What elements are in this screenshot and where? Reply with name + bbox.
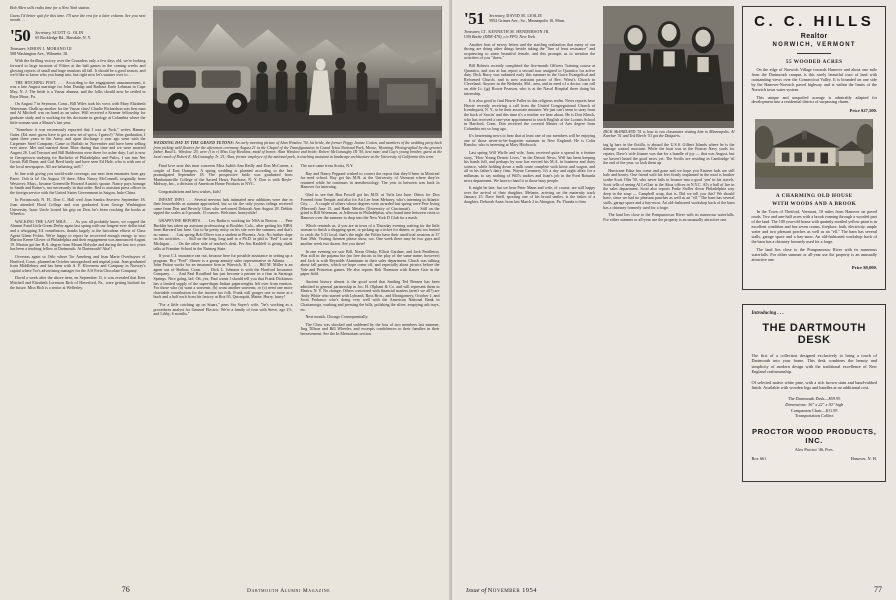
treasurer-name: LT. KENNETH M. HENDERSON JR. [481, 29, 550, 34]
secretary-name: DAVID M. LESLIE [506, 13, 543, 18]
photo-caption-mcfarland: DICK McFARLAND '51 is host to two classmates visiting him in Minneapolis. Al Karcher '51 and Ted Eberle '51 got the Daiquiris. [603, 130, 735, 139]
treasurer-label: Treasurer, [464, 29, 481, 34]
ad-house-body [751, 210, 877, 262]
ad-desk-intro: Introducing . . . [751, 311, 784, 316]
paragraph: Final love note this time concerns Miss Judith Ann Reilly and Don McCarren, a couple of East Orangers. A spring wedding is planned according to the late promulgated September 18. The prospective bride was graduated from Manhattanville College of the Sacred Heart, Purchase, N. Y. Don is with Boyle-Midway, Inc., a division of American Home Products in NYC. [153, 163, 293, 187]
paragraph: WALKING THE LAST MILE. . . . As you all probably know, we copped the Alumni Fund Little Green Derby again last spring with our longest-ever dollar total and a whopping 3/4 contributors, thanks largely to the herculean efforts of Class Agent Glenn Fickin. We're happy to report he recovered enough energy to woo Marion Keene Glover of Philadelphia and their engagement was announced August 19. Marion got her B.A. degree from Mount Holyoke and during the last two years has been a teaching fellow at Dartmouth. At Dartmouth? Aha!! [10, 218, 146, 252]
paragraph: It is also good to find Howie Fuller in this religious realm. News reports have Howie recently receiving a call from the United Congregational Church of Irondequoit, N. Y., to be their associate minister. We just can't seem to stray from the back of Sarcin' and this time it's a teacher we hear about. He is Don Klinck, who has received a one-year appointment to teach English at the Loomis School in Hartford, Conn. Don received the coveted Master of Arts degree from Columbia not so long ago. [464, 98, 596, 131]
paragraph: In one evening we saw Bill, Norm Olinky, Elliott Gardner, and Jack Pendleton. Was still in the pajama biz (no free ducats to the play of the same name, however) and Jack is with Reynolds Aluminum in their sales department. Chuck was talking about fall parties, which we hope come off, and especially about picnics before the Yale and Princeton games. He also reports Bob Thomson with Kaiser Gair in the paper field. [300, 248, 440, 277]
price-value: $27,500. [860, 108, 877, 114]
left-column-right-stack [153, 6, 442, 340]
class-1950-body [10, 59, 145, 290]
paragraph: The first of a collection designed exclusively to bring a touch of Dartmouth into your home. This desk combines the beauty and simplicity of modern design with the traditional excellence of New England craftsmanship. [751, 353, 877, 375]
secretary-label: Secretary, [35, 29, 52, 35]
paragraph: Hurricane Edna has come and gone and we hope you Eastern lads are still hale and hearty. One friend with his feet firmly implanted in the mud is brother scribe Scott Olin '50, who never fails to bounce into a good 'yen' in his travels. Scott tells of seeing Al LeClair at the Akoa offices in N.Y.C. Al's a ball of fire in the sales department, Scott also reports Parke Stoller down Philadelphia way deep in the soup — Campbell soup, that is. Did we tell you this? We should have, since we had no pleasant punches as well as an "ell." The barn has several stalls, garage space and a hay-mow. An old-fashioned workshop back of the barn has a chimney formerly used for a forge. [603, 167, 735, 210]
paragraph: On August 7 in Seymour, Conn., Bill Wiles took his vows with Mary Elizabeth Waterman. Chalk up another for the Vassar class! Charlie Richardson was best man and Al Mitchell was on hand as an usher. Will received a Kramer fellowship for graduate study and is working for his doctorate in geology at Columbia where the little woman won a Master's last year. [10, 101, 146, 125]
paragraph: Which reminds us, if you are in town of a Thursday evening waiting for the little woman to finish a shopping spree, or picking up a ticket for dinner, or just too busted to catch the 5:31 local, that's the night the Fifties have their unofficial sessions at 37 East 39th. Visiting firemen please show, too. One week there may be two guys and another week two dozen. See you there! [300, 222, 440, 246]
class-1951-officers [489, 11, 565, 24]
right-column-ads [742, 6, 886, 482]
treasurer-address: USS Bache (DDE-470), c/o FPO, New York [464, 33, 535, 39]
paragraph: ing lg bars in the flotilla, is aboard the U.S.S. Gilbert Islands where he is the damage control assistant. While the boat was in the Boston Navy yards for repairs, Dave's wife Joanne was due for a bundle of joy — that was August, but we haven't heard the good news yet. The Swifts are residing in Cambridge 'til the end of the year, so look them up. [603, 141, 735, 166]
paragraph: On the edge of Norwich Village towards Hanover and about one mile from the Dartmouth campus is this rarely beautiful tract of land with outstanding views over the Connecticut Valley. It is bounded on one side by the Hanover-Norwich paved highway and is within the limits of the Norwich town water system. [751, 67, 877, 92]
right-column-2-body [603, 143, 734, 223]
ad-dartmouth-desk[interactable] [742, 304, 886, 482]
ad-cc-hills[interactable] [742, 6, 886, 290]
paragraph: Of selected native white pine, with a rich brown stain and hand-rubbed finish. Available with wooden legs and handles at no additional cost. [751, 379, 877, 391]
three-men-portrait-photograph [603, 6, 734, 121]
price-label: Price [849, 108, 860, 114]
right-page-folio [874, 585, 882, 594]
right-page-columns [464, 6, 886, 482]
ad-desk-box: Box 661 [751, 455, 767, 461]
paragraph: GRAPEVINE REPORTS. . . . Lex Radin is working for NSA in Boston. . . . Pete Bucklin has taken up assistant professoring at Boulder, Colo., after getting his MBA from Harvard last June. Got to be pretty noisy on his site over the summer, and that's no rumor. . . . Last spring Bob Oliver was a student in Phoenix, Ariz. No further dope on his activities. . . . Still on the long, long trail to a Ph.D. in phil is "Eed" Luce at Michigan. . . . On the other side of teacher's desk, Per Jim Rashleff is giving chalk talks at Framber School in the Nutmeg State. [153, 217, 293, 251]
paragraph: Congratulations and best wishes, kids! [158, 188, 221, 194]
issue-prefix: Issue of [466, 587, 487, 594]
ad-hills-name: C. C. HILLS [754, 13, 875, 30]
right-column-1 [464, 6, 595, 482]
paragraph: "For a little catching up on Stuart," pens Stu Sayer's wife, "he's working as a procedures analyst for General Electric. We're a family of four with Steve, age 2½, and Libby, 6 months." [153, 302, 293, 317]
paragraph: If your C.I. insurance ran out, because here for possible assistance in setting up a program. Bro "Fred" Shaver is a group annuity sales representative in Atlanta. . . . John Patton works for an insurance firm in Warwick, R. I. . . . Bill M. Miller is an agent out of Shelton, Conn. . . . Dick L. Johnson is with the Hartford Insurance Company. . . . And Paul Rouillard has just become a partner in a firm in Saratoga Springs. Nice going, lad. Oh, yes, Paul wants I should tell you that Frank Dickinson has a limited supply of the super-duper Indian paperweights left over from reunion. For those who (a) want a souvenir, (b) wont another souvenir, or (c) need one more charitable contribution for the income tax folk, Frank will gouger one or more at a buck and a half each from his factory at Box 65, Quonquitt, Maine. Hurry, hurry! [153, 253, 293, 300]
left-column-2 [153, 164, 292, 340]
paragraph: David a week after the above item, on September 11, it was revealed that Kent Mitchell and Elizabeth Lorenson Rich of Haverford, Pa., were getting hitched for the future. Miss Rich is a senior at Wellesley. [10, 275, 146, 290]
ad-hills-location: NORWICH, VERMONT [772, 42, 856, 48]
paragraph: In the Town of Thetford, Vermont, 10 miles from Hanover on paved roads. Two and one-half acres with a brook running through a wooded part of the land. The 100 year-old house with quaintly mottled yellow paint is in excellent condition and has seven rooms, fireplace, bath, electricity, ample water and two pleasant porches as well as an "ell." The barn has several stalls, garage space and a hay-mow. An old-fashioned workshop back of the barn has a chimney formerly used for a forge. [751, 209, 877, 244]
paragraph: The Class was shocked and saddened by the loss of two members last summer, Jing Tillson and Bill Wheeler, and excerpts condolences to their families in their bereavement. See the In Memoriam section. [300, 321, 440, 336]
price-label: Price [851, 265, 863, 271]
photo-wedding-party [153, 6, 442, 138]
para-opening-1: Bob Allen sells radio time for a New York station. [10, 5, 91, 10]
class-heading-1951 [464, 11, 595, 27]
class-1950-treasurer [10, 47, 145, 57]
paragraph: Ancient history almost is the good word that Smiling Ted Bensen has been admitted to general partnership in Jos. H. Olphant & Co. and will represent them in Elmira, N. Y. No change, Others concerned with financial matters (aren't we all?) are Andy White who started with Lybrand, Ross Bros., and Montgomery, October 1, and Scott Probasco who's doing very well with the American National Bank in Chattanooga, washing and pressing the bills, polishing the silver, emptying ash trays, etc. [300, 279, 440, 312]
ad-desk-city: Hanover, N. H. [850, 455, 877, 461]
magazine-name: Dartmouth Alumni Magazine [247, 588, 331, 594]
paragraph: The land lies close to the Pompanoosuc River with its numerous waterfalls. For either summer or all-year use the property is an unusually attractive one. [603, 212, 735, 222]
folio-number: 77 [874, 585, 882, 594]
paragraph: The land lies close to the Pompanoosuc River with its numerous waterfalls. For either summer or all-year use the property is an unusually attractive one. [751, 246, 877, 262]
paragraph: Last spring Will Wirfle and wife, Joan, received quite a spread in a feature story, "How Young Detroit Lives," in the Detroit News. Will has been keeping his hands full, and perhaps by now has erected his M.A. in business and dairy science, while holding down a milk route complete with horse and wagon, and all in his father's dairy firm, Wayne Creamery. It's a day and night affair for a milkman, to say nothing of Will's studies and Joan's job in the Ford Rotunda news department. We have to hand it to those busy people. [464, 150, 596, 183]
para-opening-2: Guess I'd better quit for this time. I'll save the rest for a later column. See you next month. . . . [10, 12, 146, 23]
ad-desk-headline: THE DARTMOUTH DESK [762, 322, 867, 346]
paragraph: It's heartening news to hear that at least one of our members will be enjoying one of those never-to-be-forgotten autumns in New England. He is Colin Rancho, who is interning at Mary Hitchcock. [464, 133, 596, 148]
left-column-1 [10, 6, 145, 340]
photo-old-house [755, 119, 873, 189]
spec-dimensions: Dimensions: 36" x 22" x 30" high [785, 402, 844, 408]
secretary-label: Secretary, [489, 13, 506, 18]
class-heading-1950 [10, 25, 145, 45]
paragraph: In line with giving you world-wide coverage, our next item emanates from gay Paree. Ooh la la! On August 19 there, Miss Nancy McConnell, originally from Westover, Mass., became Greenville Howard Austin's spouse. Nancy pays homage to Smith and Raiser's, not necessarily in that order. Red is assistant press officer in the foreign service with the United States Government in Saigon, Indo-China. [10, 171, 146, 195]
paragraph: Glad to see that Ben Powell got his M.D. at Tufts last June. Dittos for Don Forrend from Temple, and also for Art Lee from Meharry, who's interning in Atlantic City. . . . A couple of others whose degrees were awarded last spring were Pete Irving (Harvard) June 15, and Hank Metzler (University of Cincinnati). . . . Still on the grind is Bill Wriesman, at Jefferson in Philadelphia, who found time between visits to Hanover over the summer to drop into the New York D Club for a mash. [300, 191, 440, 220]
ad-desk-company: PROCTOR WOOD PRODUCTS, INC. [752, 426, 877, 445]
left-page-columns [10, 6, 442, 340]
left-column-3 [300, 164, 439, 340]
old-house-photograph [755, 119, 873, 178]
treasurer-name: SIMON J. MORANO III [27, 45, 72, 51]
ad-hills-headline: 55 WOODED ACRES [785, 59, 843, 65]
paragraph: Ray and Nancy Peppard wished to correct the report that they'd been in Mon'real for med school. Ray got his M.B. at the University of Vermont where they've returned while he continues in anesthesiology. The year in between was back in Hanover for interning. [300, 170, 440, 190]
paragraph: It might be late, but we hear Peter Mann and wife, of course, are still happy over the arrival of their daughter, Melanie, arriving on the maternity track January 25. Dave Snell, sporting one of his broad smiles, is the father of a daughter, Deborah Anne, born last March 2 in Abington, Pa. Thanks to him [464, 185, 596, 204]
paragraph: In Portsmouth, N. H., Don C. Hall wed Joan Sandra Seaview September 18. Joan attended Hood College and was graduated from George Washington University. Isaac Uncle loosed his grip on Don, he's been cracking the books at Wheeloc. [10, 197, 146, 217]
ad-divider [797, 53, 831, 54]
paragraph: With the thrilling victory over the Crusaders only a few days old, we're looking forward to large turnouts of Fifties at the ball games in the coming weeks and glowing reports of small and large reunions all fall. It should be a good season, and we'd like to know who you bump into, but right now let's saunter over to. . . . [10, 58, 146, 78]
price-value: $8,000. [863, 265, 877, 271]
class-1950-officers [35, 28, 91, 41]
paragraph: Overseas again so Oslo where Tor Arneberg and Jean Marie Overhuyser of Hartford, Conn., planned an October smorgasbord and nuptial joust. Jean graduated from Middlebury and has been with A. F. Klovrness and Company in Norway's capital where Tor's advertising manager for the A/S Freia Chocolate Company. [10, 253, 146, 273]
ad-house-headline-2: WITH WOODS AND A BROOK [772, 201, 857, 208]
ad-hills-role: Realtor [800, 33, 828, 40]
wedding-party-photograph [153, 6, 442, 135]
ad-hills-body [751, 68, 877, 105]
class-1951-body [464, 43, 595, 205]
paragraph: THE HITCHING POST. . . . According to the engagement announcement, it was a late August marriage for John Dunlap and Barbara Earle Lehman in Cape May, N. J. The bride is a Vassar alumna, and the folks should now be settled in Bryn Mawr, Pa. [10, 79, 146, 99]
paragraph: Bill Roberts recently completed the five-month Officers Training course at Quantico, and was at last report a second tour assigned to Quantico for active duty. Dick Burry was ordained early this summer in the Grace Evangelical and Reformed Church, and is now assistant pastor of Rev. Wiest's Church in Cleveland. Anyone in the Bethesda, Md., area, and in need of a doctor, can call on able Lt. (jg) Howie Pearson, who is at the Naval Hospital there doing his internship. [464, 62, 596, 96]
ad-desk-address [751, 456, 877, 461]
class-year-1951: '51 [464, 9, 485, 28]
ad-desk-body [751, 353, 877, 390]
paragraph: Another host of newsy letters and the startling realization that many of our throng are doing other things beside taking the "line of least resistance" and acquiescing to some beautiful female, and this prompts us to mention the activities of you "doers." [464, 41, 596, 61]
right-column-2 [603, 6, 734, 482]
treasurer-address: 508 Washington Ave., Wilmette, Ill. [10, 50, 68, 56]
paragraph: Next month, Chicago Consequentially. [305, 314, 369, 320]
caption-lead: WEDDING DAY IN THE GRAND TETONS: [153, 140, 235, 145]
ad-hills-price [751, 108, 877, 113]
ad-desk-president: Alex Proctor '46, Pres. [794, 446, 834, 452]
spec-transportation: Transportation Collect [794, 413, 834, 419]
paragraph: INFANT INFO. . . . Several nervous lads intimated new additions were due in their households as autumn approached, but so far the only joyous tidings received came from Don and Beverly Glass who welcomed Deborah Ann August 28. Debbie sipped the scales at 6 pounds, 15 ounces. Welcome, honeychile! [153, 196, 293, 216]
treasurer-label: Treasurer, [10, 45, 27, 51]
left-page-folio [0, 585, 452, 594]
ad-house-price [751, 265, 877, 270]
spec-desk-price: The Dartmouth Desk—$59.95 [788, 396, 841, 402]
ad-house-headline-1: A CHARMING OLD HOUSE [775, 193, 853, 200]
class-1951-treasurer [464, 30, 595, 40]
spec-chair-price: Companion Chair—$11.95 [790, 407, 838, 413]
right-page-issue-line [466, 587, 537, 594]
folio-number: 76 [121, 585, 130, 594]
class-year-1950: '50 [10, 25, 31, 45]
right-page [452, 0, 896, 600]
caption-text: An early morning picture of Alan Winslow '50, his bride, the former Peggy Jeanne Cotton, and members of the wedding party back from picking wild flowers for the afternoon ceremony August 21 in the Chapel of the Transfiguration in Grand Teton National Park, Moose, Wyoming. Photographed by the groom's father, Basil L. Winslow '20, were (l to r) Miss Gay Hawkins, maid of honor; Alan Winslow and bride; Robert McConaughy III '50, best man; and Gay's young brother, guest at the local ranch of Robert E. McConaughy Jr. '21; Alan, former employee of the national park, is teaching assistant in landscape architecture at the University of California this term. [153, 140, 442, 159]
secretary-address: 65 Rockledge Rd., Harsdale, N. Y. [35, 34, 91, 40]
paragraph: This unique and unspoiled acreage is admirably adapted for development into a residential district of surpassing charm. [751, 94, 877, 105]
photo-mcfarland-group [603, 6, 734, 128]
left-lower-columns [153, 164, 442, 340]
secretary-name: SCOTT G. OLIN [52, 29, 84, 35]
secretary-address: 5952 Grimes Ave., So., Minneapolis 10, Minn. [489, 17, 565, 23]
paragraph: "Somehow it was erroneously reported that I was at Tuck," writes Hammy Gates. (Ed. note: guess have to get a new set of specs, I guess!) "After graduation, I spent three years in the Army, and upon discharge a year ago went with the Carpenter Steel Company. Came to Buffalo in November and have been selling ever since. Met and married Anne Tibor during that time and we were married August 20. Lud Travarzi and Bill Balderston were there for usher duty. Lud is now in Georgetown studying for Bachelor of Philadelphia and Psilos, I ran into Net Gwatt, Bill Dunn, and Carl Reed lately and have seen Ed Hale, who is with one of the local newspapers. All are behaving well." [10, 127, 146, 169]
issue-month-year: November 1954 [487, 587, 537, 594]
ad-desk-specs [751, 396, 877, 418]
photo-caption-wedding [153, 141, 442, 159]
paragraph: The race came from Scotia, N.Y. [300, 163, 354, 168]
